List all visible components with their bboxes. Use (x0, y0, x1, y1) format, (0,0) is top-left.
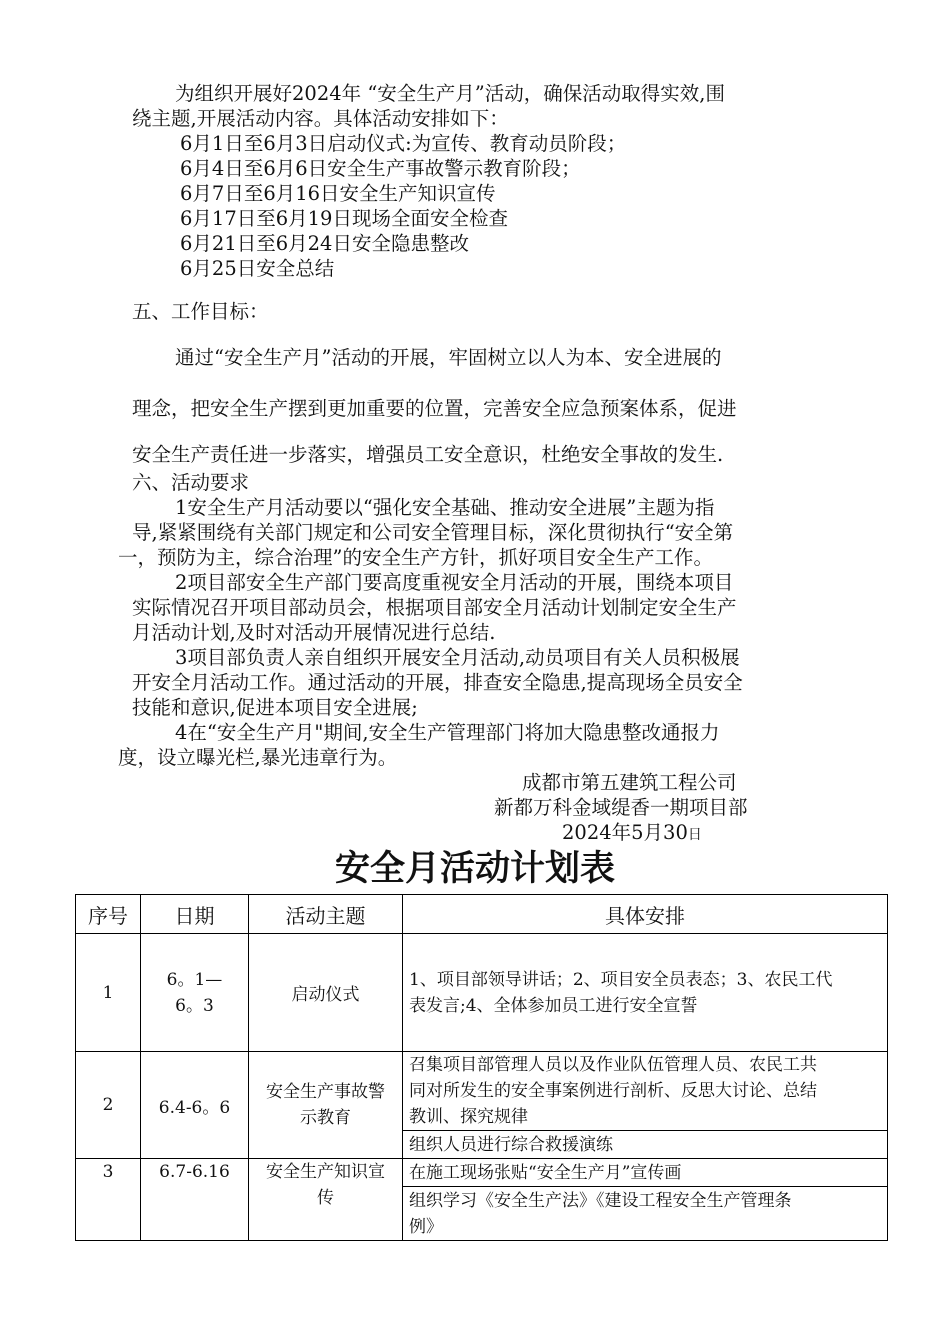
row-detail-line: 组织学习《安全生产法》《建设工程安全生产管理条 (409, 1190, 792, 1211)
intro-line-1: 为组织开展好2024年 “安全生产月”活动，确保活动取得实效,围 (175, 82, 725, 105)
row-detail: 组织人员进行综合救援演练 (403, 1131, 888, 1159)
schedule-item: 6月17日至6月19日现场全面安全检查 (180, 207, 508, 230)
row-number: 3 (76, 1159, 141, 1241)
section-6-heading: 六、活动要求 (132, 471, 250, 494)
row-detail (403, 1187, 888, 1241)
signature-date-suffix: 日 (687, 827, 702, 843)
row-detail-line: 表发言;4、全体参加员工进行安全宣誓 (409, 995, 698, 1016)
row-theme-line: 示教育 (300, 1108, 351, 1128)
row-theme (249, 1159, 403, 1241)
row-date (141, 934, 249, 1052)
signature-project: 新都万科金域缇香一期项目部 (494, 796, 748, 819)
row-detail (403, 934, 888, 1052)
row-detail-line: 1、项目部领导讲话；2、项目安全员表态；3、农民工代 (409, 969, 833, 990)
section-5-line: 理念，把安全生产摆到更加重要的位置，完善安全应急预案体系，促进 (132, 397, 737, 420)
signature-date (562, 821, 702, 847)
row-detail-line: 教训、探究规律 (409, 1107, 528, 1127)
schedule-item: 6月1日至6月3日启动仪式:为宣传、教育动员阶段； (180, 132, 627, 155)
header-date: 日期 (141, 895, 249, 934)
row-number: 1 (76, 934, 141, 1052)
section-6-line: 技能和意识,促进本项目安全进展; (132, 696, 418, 719)
row-date: 6.7-6.16 (141, 1159, 249, 1241)
table-title: 安全月活动计划表 (334, 849, 615, 889)
schedule-item: 6月7日至6月16日安全生产知识宣传 (180, 182, 496, 205)
row-theme: 启动仪式 (249, 934, 403, 1052)
schedule-item: 6月4日至6月6日安全生产事故警示教育阶段； (180, 157, 581, 180)
row-theme-line: 传 (317, 1188, 334, 1208)
section-6-line: 度，设立曝光栏,暴光违章行为。 (118, 746, 398, 769)
row-detail-line: 例》 (409, 1216, 443, 1237)
header-detail: 具体安排 (403, 895, 888, 934)
row-number: 2 (76, 1052, 141, 1159)
signature-company: 成都市第五建筑工程公司 (522, 771, 737, 794)
row-detail-line: 召集项目部管理人员以及作业队伍管理人员、农民工共 (409, 1055, 817, 1075)
header-theme: 活动主题 (249, 895, 403, 934)
table-row (76, 1052, 888, 1131)
schedule-item: 6月25日安全总结 (180, 257, 335, 280)
row-detail (403, 1052, 888, 1131)
schedule-item: 6月21日至6月24日安全隐患整改 (180, 232, 469, 255)
section-5-line: 通过“安全生产月”活动的开展，牢固树立以人为本、安全进展的 (175, 346, 722, 369)
section-5-line: 安全生产责任进一步落实，增强员工安全意识，杜绝安全事故的发生. (132, 443, 724, 466)
section-6-line: 一，预防为主，综合治理”的安全生产方针，抓好项目安全生产工作。 (118, 546, 713, 569)
row-date-end: 6。3 (175, 995, 214, 1016)
table-header-row (76, 895, 888, 934)
header-number: 序号 (76, 895, 141, 934)
row-detail-line: 同对所发生的安全事案例进行剖析、反思大讨论、总结 (409, 1081, 817, 1101)
section-6-line: 开安全月活动工作。通过活动的开展，排查安全隐患,提高现场全员安全 (132, 671, 743, 694)
row-date-start: 6。1— (166, 969, 223, 990)
section-6-line: 2项目部安全生产部门要高度重视安全月活动的开展，围绕本项目 (175, 571, 734, 594)
section-5-heading: 五、工作目标： (132, 300, 269, 323)
section-6-line: 1安全生产月活动要以“强化安全基础、推动安全进展”主题为指 (175, 496, 715, 519)
row-date: 6.4-6。6 (141, 1052, 249, 1159)
signature-date-main: 2024年5月30 (562, 821, 688, 844)
row-detail: 在施工现场张贴“安全生产月”宣传画 (403, 1159, 888, 1187)
activity-plan-table (75, 894, 888, 1241)
section-6-line: 月活动计划,及时对活动开展情况进行总结. (132, 621, 496, 644)
section-6-line: 4在“安全生产月"期间,安全生产管理部门将加大隐患整改通报力 (175, 721, 720, 744)
table-row (76, 1159, 888, 1187)
table-row (76, 934, 888, 1052)
section-6-line: 导,紧紧围绕有关部门规定和公司安全管理目标，深化贯彻执行“安全第 (132, 521, 734, 544)
row-theme-line: 安全生产事故警 (266, 1082, 385, 1102)
intro-line-2: 绕主题,开展活动内容。具体活动安排如下： (132, 107, 509, 130)
section-6-line: 3项目部负责人亲自组织开展安全月活动,动员项目有关人员积极展 (175, 646, 740, 669)
row-theme-line: 安全生产知识宣 (266, 1162, 385, 1182)
row-theme (249, 1052, 403, 1159)
section-6-line: 实际情况召开项目部动员会，根据项目部安全月活动计划制定安全生产 (132, 596, 737, 619)
